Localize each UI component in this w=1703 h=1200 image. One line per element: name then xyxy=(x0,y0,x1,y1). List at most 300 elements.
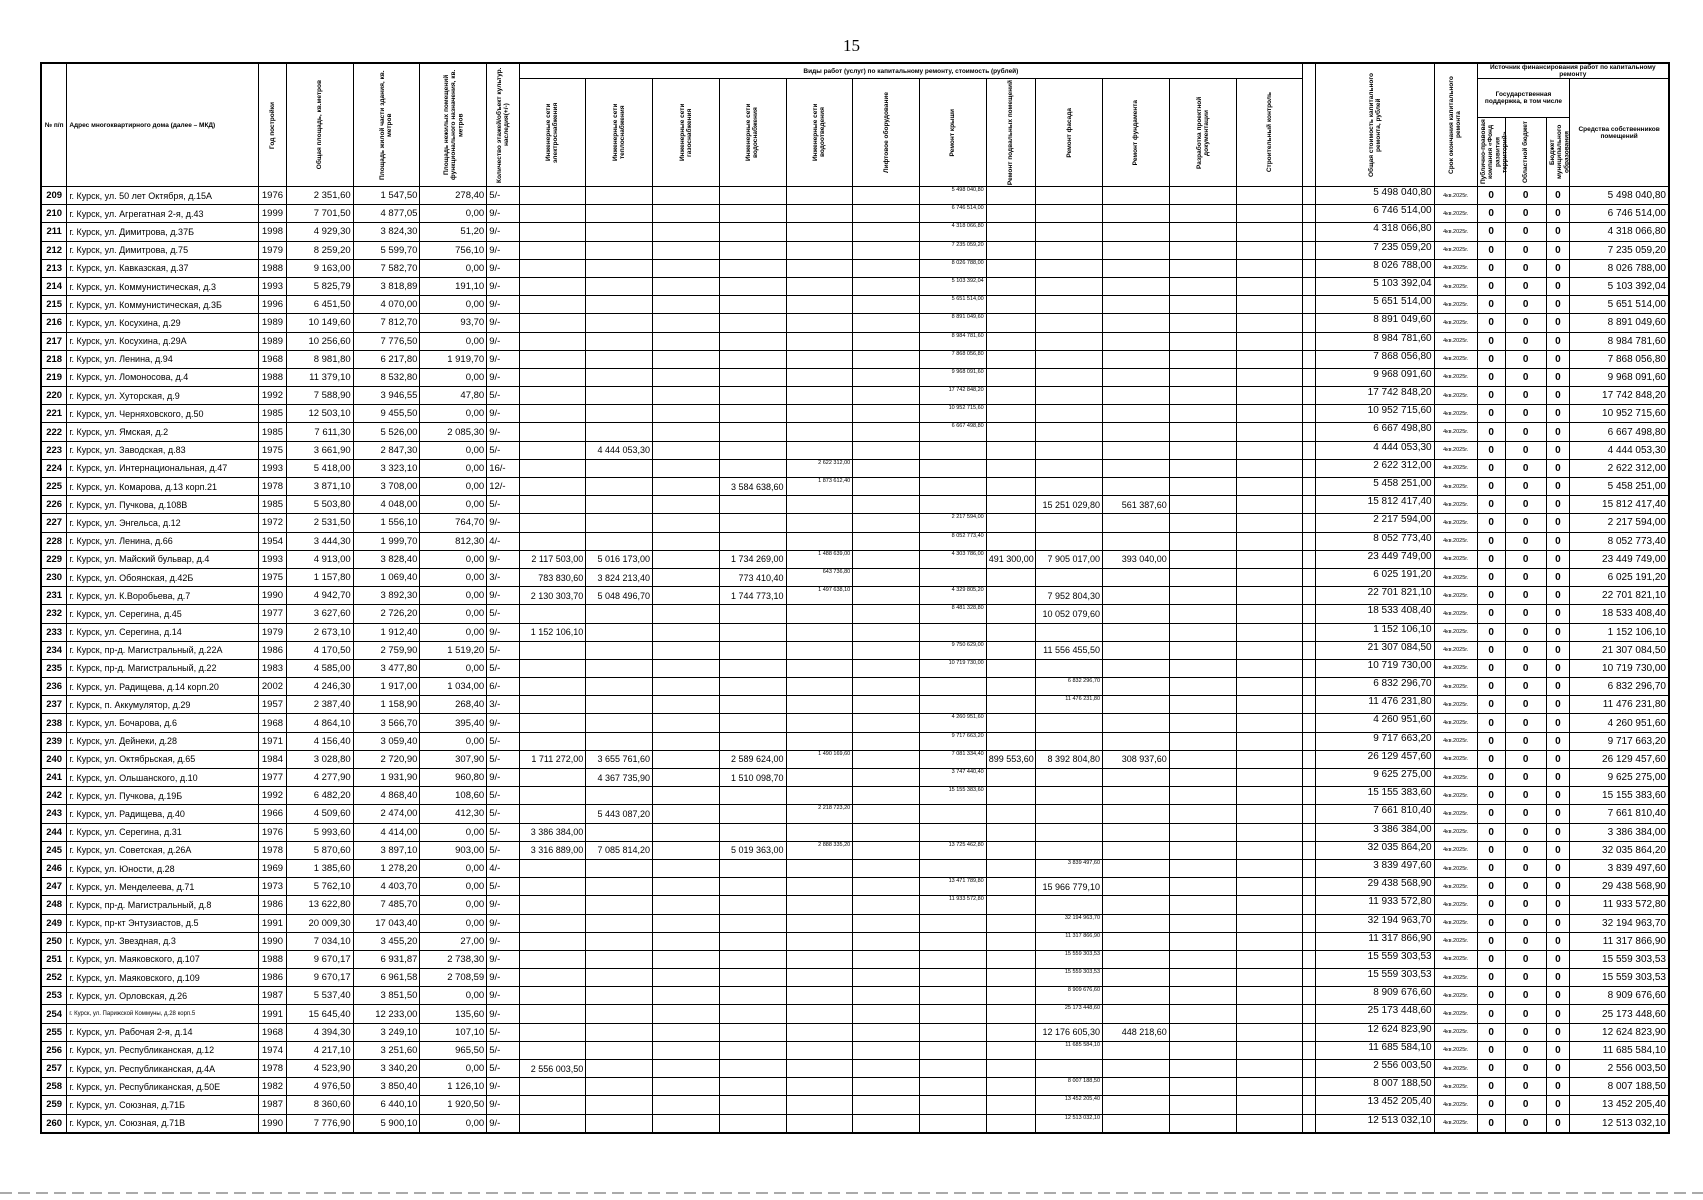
row-basement-cost xyxy=(986,896,1036,914)
row-number: 234 xyxy=(41,641,67,659)
row-elevator-cost xyxy=(853,896,920,914)
row-regional-budget-value: 0 xyxy=(1505,459,1546,477)
row-total-area: 5 825,79 xyxy=(286,277,353,295)
row-design-docs-cost xyxy=(1169,259,1236,277)
row-living-area: 1 999,70 xyxy=(353,532,420,550)
row-gap xyxy=(1303,623,1316,641)
row-number: 230 xyxy=(41,568,67,586)
row-floors: 9/- xyxy=(487,587,519,605)
row-roof-cost: 4 260 951,60 xyxy=(920,714,987,732)
row-living-area: 2 474,00 xyxy=(353,805,420,823)
row-total-cost: 12 513 032,10 xyxy=(1316,1114,1434,1133)
row-owners-funds: 1 152 106,10 xyxy=(1570,623,1669,641)
row-electric-cost xyxy=(519,605,586,623)
row-heating-cost xyxy=(586,896,653,914)
row-facade-cost xyxy=(1036,823,1103,841)
row-basement-cost xyxy=(986,1005,1036,1023)
row-gas-cost xyxy=(653,987,720,1005)
row-design-docs-cost xyxy=(1169,750,1236,768)
row-nonresidential-area: 0,00 xyxy=(420,623,487,641)
row-construction-control-cost xyxy=(1236,769,1303,787)
row-living-area: 1 917,00 xyxy=(353,678,420,696)
row-deadline: 4кв.2025г. xyxy=(1434,932,1477,950)
row-address: г. Курск, ул. Советская, д.26А xyxy=(67,841,259,859)
row-municipal-budget-value: 0 xyxy=(1546,1096,1570,1114)
row-design-docs-cost xyxy=(1169,950,1236,968)
row-municipal-budget-value: 0 xyxy=(1546,914,1570,932)
row-address: г. Курск, ул. Коммунистическая, д.3 xyxy=(67,277,259,295)
row-water-cost xyxy=(719,932,786,950)
row-basement-cost xyxy=(986,714,1036,732)
row-facade-cost xyxy=(1036,387,1103,405)
row-gas-cost xyxy=(653,787,720,805)
row-drainage-cost xyxy=(786,859,853,877)
row-electric-cost xyxy=(519,969,586,987)
row-municipal-budget-value: 0 xyxy=(1546,805,1570,823)
row-heating-cost xyxy=(586,478,653,496)
row-owners-funds: 15 812 417,40 xyxy=(1570,496,1669,514)
row-gas-cost xyxy=(653,896,720,914)
row-owners-funds: 8 909 676,60 xyxy=(1570,987,1669,1005)
row-electric-cost xyxy=(519,423,586,441)
row-living-area: 2 847,30 xyxy=(353,441,420,459)
row-construction-control-cost xyxy=(1236,568,1303,586)
row-gap xyxy=(1303,1041,1316,1059)
row-year: 2002 xyxy=(258,678,286,696)
table-row xyxy=(41,205,1669,223)
row-municipal-budget-value: 0 xyxy=(1546,314,1570,332)
row-facade-cost xyxy=(1036,568,1103,586)
row-elevator-cost xyxy=(853,859,920,877)
row-design-docs-cost xyxy=(1169,514,1236,532)
row-floors: 9/- xyxy=(487,969,519,987)
row-deadline: 4кв.2025г. xyxy=(1434,478,1477,496)
row-floors: 9/- xyxy=(487,1114,519,1133)
row-drainage-cost xyxy=(786,441,853,459)
row-foundation-cost xyxy=(1103,478,1170,496)
row-year: 1982 xyxy=(258,1078,286,1096)
row-year: 1978 xyxy=(258,478,286,496)
row-year: 1989 xyxy=(258,332,286,350)
row-elevator-cost xyxy=(853,950,920,968)
row-electric-cost xyxy=(519,496,586,514)
header-works-group: Виды работ (услуг) по капитальному ремонту, стоимость (рублей) xyxy=(519,63,1303,79)
row-fund-value: 0 xyxy=(1477,187,1505,205)
row-foundation-cost xyxy=(1103,1005,1170,1023)
row-basement-cost xyxy=(986,732,1036,750)
row-design-docs-cost xyxy=(1169,1041,1236,1059)
row-heating-cost xyxy=(586,641,653,659)
row-heating-cost xyxy=(586,368,653,386)
row-water-cost xyxy=(719,532,786,550)
row-nonresidential-area: 1 034,00 xyxy=(420,678,487,696)
row-construction-control-cost xyxy=(1236,696,1303,714)
row-drainage-cost: 643 736,80 xyxy=(786,568,853,586)
row-regional-budget-value: 0 xyxy=(1505,787,1546,805)
row-basement-cost xyxy=(986,914,1036,932)
row-deadline: 4кв.2025г. xyxy=(1434,259,1477,277)
row-electric-cost xyxy=(519,205,586,223)
row-total-cost: 26 129 457,60 xyxy=(1316,750,1434,768)
table-row xyxy=(41,277,1669,295)
row-municipal-budget-value: 0 xyxy=(1546,623,1570,641)
row-construction-control-cost xyxy=(1236,1005,1303,1023)
row-foundation-cost xyxy=(1103,405,1170,423)
row-owners-funds: 3 386 384,00 xyxy=(1570,823,1669,841)
row-municipal-budget-value: 0 xyxy=(1546,205,1570,223)
row-regional-budget-value: 0 xyxy=(1505,350,1546,368)
row-address: г. Курск, ул. Хуторская, д.9 xyxy=(67,387,259,405)
row-heating-cost xyxy=(586,205,653,223)
row-year: 1990 xyxy=(258,587,286,605)
row-total-area: 2 673,10 xyxy=(286,623,353,641)
row-water-cost xyxy=(719,623,786,641)
row-foundation-cost xyxy=(1103,187,1170,205)
row-living-area: 3 946,55 xyxy=(353,387,420,405)
row-elevator-cost xyxy=(853,405,920,423)
row-gas-cost xyxy=(653,823,720,841)
row-gap xyxy=(1303,878,1316,896)
row-regional-budget-value: 0 xyxy=(1505,969,1546,987)
row-drainage-cost xyxy=(786,769,853,787)
row-number: 237 xyxy=(41,696,67,714)
row-facade-cost xyxy=(1036,514,1103,532)
row-design-docs-cost xyxy=(1169,223,1236,241)
row-roof-cost xyxy=(920,478,987,496)
row-gas-cost xyxy=(653,1114,720,1133)
row-total-area: 4 246,30 xyxy=(286,678,353,696)
row-total-area: 10 256,60 xyxy=(286,332,353,350)
row-living-area: 3 455,20 xyxy=(353,932,420,950)
row-living-area: 2 720,90 xyxy=(353,750,420,768)
row-foundation-cost xyxy=(1103,350,1170,368)
row-year: 1977 xyxy=(258,769,286,787)
row-living-area: 6 961,58 xyxy=(353,969,420,987)
row-heating-cost xyxy=(586,714,653,732)
row-gas-cost xyxy=(653,696,720,714)
row-living-area: 4 877,05 xyxy=(353,205,420,223)
row-electric-cost xyxy=(519,696,586,714)
row-heating-cost xyxy=(586,514,653,532)
row-fund-value: 0 xyxy=(1477,423,1505,441)
row-facade-cost: 12 513 032,10 xyxy=(1036,1114,1103,1133)
row-design-docs-cost xyxy=(1169,732,1236,750)
row-foundation-cost xyxy=(1103,823,1170,841)
row-facade-cost xyxy=(1036,368,1103,386)
row-living-area: 3 340,20 xyxy=(353,1060,420,1078)
row-heating-cost xyxy=(586,423,653,441)
row-regional-budget-value: 0 xyxy=(1505,441,1546,459)
row-construction-control-cost xyxy=(1236,896,1303,914)
row-facade-cost xyxy=(1036,532,1103,550)
row-regional-budget-value: 0 xyxy=(1505,514,1546,532)
row-address: г. Курск, ул. Энгельса, д.12 xyxy=(67,514,259,532)
row-deadline: 4кв.2025г. xyxy=(1434,532,1477,550)
row-total-area: 4 170,50 xyxy=(286,641,353,659)
row-roof-cost: 9 717 663,20 xyxy=(920,732,987,750)
row-year: 1968 xyxy=(258,350,286,368)
row-facade-cost: 7 905 017,00 xyxy=(1036,550,1103,568)
row-fund-value: 0 xyxy=(1477,932,1505,950)
row-gas-cost xyxy=(653,769,720,787)
row-number: 248 xyxy=(41,896,67,914)
row-gap xyxy=(1303,950,1316,968)
row-heating-cost: 5 048 496,70 xyxy=(586,587,653,605)
row-water-cost xyxy=(719,332,786,350)
row-basement-cost: 899 553,60 xyxy=(986,750,1036,768)
row-gas-cost xyxy=(653,732,720,750)
row-living-area: 1 278,20 xyxy=(353,859,420,877)
table-row xyxy=(41,641,1669,659)
row-year: 1986 xyxy=(258,896,286,914)
row-elevator-cost xyxy=(853,423,920,441)
row-elevator-cost xyxy=(853,314,920,332)
row-living-area: 9 455,50 xyxy=(353,405,420,423)
row-regional-budget-value: 0 xyxy=(1505,932,1546,950)
row-floors: 9/- xyxy=(487,987,519,1005)
row-construction-control-cost xyxy=(1236,1114,1303,1133)
row-gas-cost xyxy=(653,1096,720,1114)
row-gap xyxy=(1303,368,1316,386)
row-water-cost xyxy=(719,659,786,677)
header-water-supply: Инженерные сети водоснабжения xyxy=(719,79,786,187)
row-basement-cost xyxy=(986,387,1036,405)
row-total-cost: 13 452 205,40 xyxy=(1316,1096,1434,1114)
row-roof-cost: 4 329 805,20 xyxy=(920,587,987,605)
row-gap xyxy=(1303,678,1316,696)
row-fund-value: 0 xyxy=(1477,678,1505,696)
row-foundation-cost xyxy=(1103,714,1170,732)
row-electric-cost: 3 386 384,00 xyxy=(519,823,586,841)
row-number: 244 xyxy=(41,823,67,841)
row-design-docs-cost xyxy=(1169,568,1236,586)
row-drainage-cost xyxy=(786,241,853,259)
row-owners-funds: 4 318 066,80 xyxy=(1570,223,1669,241)
row-floors: 5/- xyxy=(487,187,519,205)
row-number: 212 xyxy=(41,241,67,259)
table-row xyxy=(41,1041,1669,1059)
row-regional-budget-value: 0 xyxy=(1505,496,1546,514)
row-basement-cost xyxy=(986,259,1036,277)
row-owners-funds: 32 035 864,20 xyxy=(1570,841,1669,859)
row-total-cost: 9 625 275,00 xyxy=(1316,769,1434,787)
row-heating-cost xyxy=(586,1060,653,1078)
table-row xyxy=(41,678,1669,696)
row-drainage-cost xyxy=(786,1041,853,1059)
row-deadline: 4кв.2025г. xyxy=(1434,1114,1477,1133)
row-drainage-cost xyxy=(786,714,853,732)
row-water-cost xyxy=(719,187,786,205)
header-fund: Публично-правовая компания «Фонд развития территорий» xyxy=(1477,118,1505,187)
row-gas-cost xyxy=(653,332,720,350)
row-gap xyxy=(1303,914,1316,932)
row-construction-control-cost xyxy=(1236,1060,1303,1078)
row-basement-cost xyxy=(986,350,1036,368)
row-water-cost xyxy=(719,914,786,932)
row-address: г. Курск, ул. Звездная, д.3 xyxy=(67,932,259,950)
row-owners-funds: 9 717 663,20 xyxy=(1570,732,1669,750)
row-construction-control-cost xyxy=(1236,387,1303,405)
scan-edge xyxy=(0,1192,1703,1194)
row-drainage-cost xyxy=(786,277,853,295)
row-roof-cost xyxy=(920,1005,987,1023)
row-floors: 5/- xyxy=(487,732,519,750)
row-drainage-cost xyxy=(786,314,853,332)
row-total-cost: 6 746 514,00 xyxy=(1316,205,1434,223)
row-water-cost xyxy=(719,1023,786,1041)
row-heating-cost: 4 367 735,90 xyxy=(586,769,653,787)
row-foundation-cost xyxy=(1103,696,1170,714)
row-facade-cost: 11 556 455,50 xyxy=(1036,641,1103,659)
row-deadline: 4кв.2025г. xyxy=(1434,550,1477,568)
row-number: 252 xyxy=(41,969,67,987)
row-regional-budget-value: 0 xyxy=(1505,1041,1546,1059)
row-municipal-budget-value: 0 xyxy=(1546,277,1570,295)
row-nonresidential-area: 0,00 xyxy=(420,587,487,605)
row-heating-cost xyxy=(586,678,653,696)
table-row xyxy=(41,896,1669,914)
row-nonresidential-area: 2 708,59 xyxy=(420,969,487,987)
row-foundation-cost: 448 218,60 xyxy=(1103,1023,1170,1041)
row-fund-value: 0 xyxy=(1477,223,1505,241)
row-drainage-cost xyxy=(786,423,853,441)
row-deadline: 4кв.2025г. xyxy=(1434,859,1477,877)
row-floors: 6/- xyxy=(487,678,519,696)
row-deadline: 4кв.2025г. xyxy=(1434,441,1477,459)
row-total-area: 12 503,10 xyxy=(286,405,353,423)
row-design-docs-cost xyxy=(1169,314,1236,332)
row-foundation-cost xyxy=(1103,805,1170,823)
row-owners-funds: 9 968 091,60 xyxy=(1570,368,1669,386)
row-design-docs-cost xyxy=(1169,441,1236,459)
row-facade-cost xyxy=(1036,241,1103,259)
row-electric-cost xyxy=(519,1114,586,1133)
row-nonresidential-area: 0,00 xyxy=(420,459,487,477)
row-roof-cost: 8 891 049,60 xyxy=(920,314,987,332)
row-facade-cost xyxy=(1036,896,1103,914)
row-number: 259 xyxy=(41,1096,67,1114)
row-drainage-cost xyxy=(786,496,853,514)
row-owners-funds: 7 235 059,20 xyxy=(1570,241,1669,259)
row-floors: 3/- xyxy=(487,568,519,586)
row-total-area: 1 157,80 xyxy=(286,568,353,586)
row-drainage-cost xyxy=(786,368,853,386)
row-electric-cost xyxy=(519,259,586,277)
row-year: 1973 xyxy=(258,878,286,896)
row-design-docs-cost xyxy=(1169,205,1236,223)
row-heating-cost xyxy=(586,387,653,405)
row-gas-cost xyxy=(653,969,720,987)
row-owners-funds: 5 651 514,00 xyxy=(1570,296,1669,314)
row-fund-value: 0 xyxy=(1477,478,1505,496)
row-foundation-cost xyxy=(1103,387,1170,405)
row-fund-value: 0 xyxy=(1477,841,1505,859)
row-floors: 5/- xyxy=(487,787,519,805)
row-heating-cost: 4 444 053,30 xyxy=(586,441,653,459)
row-nonresidential-area: 93,70 xyxy=(420,314,487,332)
row-fund-value: 0 xyxy=(1477,1078,1505,1096)
row-foundation-cost xyxy=(1103,732,1170,750)
row-owners-funds: 29 438 568,90 xyxy=(1570,878,1669,896)
row-owners-funds: 26 129 457,60 xyxy=(1570,750,1669,768)
row-roof-cost xyxy=(920,1078,987,1096)
row-regional-budget-value: 0 xyxy=(1505,987,1546,1005)
row-electric-cost xyxy=(519,805,586,823)
row-gap xyxy=(1303,223,1316,241)
row-address: г. Курск, ул. Менделеева, д.71 xyxy=(67,878,259,896)
row-nonresidential-area: 0,00 xyxy=(420,823,487,841)
row-water-cost xyxy=(719,878,786,896)
row-regional-budget-value: 0 xyxy=(1505,296,1546,314)
row-construction-control-cost xyxy=(1236,459,1303,477)
row-year: 1976 xyxy=(258,823,286,841)
row-drainage-cost xyxy=(786,914,853,932)
row-heating-cost xyxy=(586,659,653,677)
row-total-area: 5 503,80 xyxy=(286,496,353,514)
row-gap xyxy=(1303,641,1316,659)
row-total-area: 4 523,90 xyxy=(286,1060,353,1078)
row-living-area: 6 931,87 xyxy=(353,950,420,968)
row-drainage-cost xyxy=(786,1023,853,1041)
row-fund-value: 0 xyxy=(1477,1060,1505,1078)
row-gap xyxy=(1303,405,1316,423)
row-roof-cost: 6 667 498,80 xyxy=(920,423,987,441)
row-number: 209 xyxy=(41,187,67,205)
row-regional-budget-value: 0 xyxy=(1505,478,1546,496)
row-address: г. Курск, ул. Майский бульвар, д.4 xyxy=(67,550,259,568)
row-electric-cost xyxy=(519,1078,586,1096)
row-foundation-cost xyxy=(1103,769,1170,787)
row-deadline: 4кв.2025г. xyxy=(1434,750,1477,768)
row-design-docs-cost xyxy=(1169,423,1236,441)
row-floors: 5/- xyxy=(487,841,519,859)
row-total-cost: 8 007 188,50 xyxy=(1316,1078,1434,1096)
table-row xyxy=(41,1023,1669,1041)
row-owners-funds: 2 622 312,00 xyxy=(1570,459,1669,477)
row-year: 1991 xyxy=(258,914,286,932)
row-water-cost xyxy=(719,678,786,696)
row-electric-cost xyxy=(519,241,586,259)
row-living-area: 3 851,50 xyxy=(353,987,420,1005)
row-address: г. Курск, ул. Димитрова, д.75 xyxy=(67,241,259,259)
row-water-cost xyxy=(719,1096,786,1114)
row-deadline: 4кв.2025г. xyxy=(1434,459,1477,477)
row-elevator-cost xyxy=(853,805,920,823)
row-construction-control-cost xyxy=(1236,405,1303,423)
row-design-docs-cost xyxy=(1169,405,1236,423)
row-elevator-cost xyxy=(853,277,920,295)
row-elevator-cost xyxy=(853,532,920,550)
row-design-docs-cost xyxy=(1169,1060,1236,1078)
row-heating-cost xyxy=(586,1114,653,1133)
row-nonresidential-area: 1 919,70 xyxy=(420,350,487,368)
row-facade-cost xyxy=(1036,1060,1103,1078)
table-row xyxy=(41,659,1669,677)
header-year: Год постройки xyxy=(258,63,286,187)
row-construction-control-cost xyxy=(1236,587,1303,605)
row-heating-cost xyxy=(586,969,653,987)
row-living-area: 3 818,89 xyxy=(353,277,420,295)
row-fund-value: 0 xyxy=(1477,659,1505,677)
row-total-cost: 7 661 810,40 xyxy=(1316,805,1434,823)
row-electric-cost xyxy=(519,368,586,386)
row-electric-cost xyxy=(519,1023,586,1041)
row-deadline: 4кв.2025г. xyxy=(1434,823,1477,841)
row-address: г. Курск, пр-д. Магистральный, д.22А xyxy=(67,641,259,659)
row-total-cost: 7 868 056,80 xyxy=(1316,350,1434,368)
row-nonresidential-area: 0,00 xyxy=(420,259,487,277)
row-gap xyxy=(1303,441,1316,459)
